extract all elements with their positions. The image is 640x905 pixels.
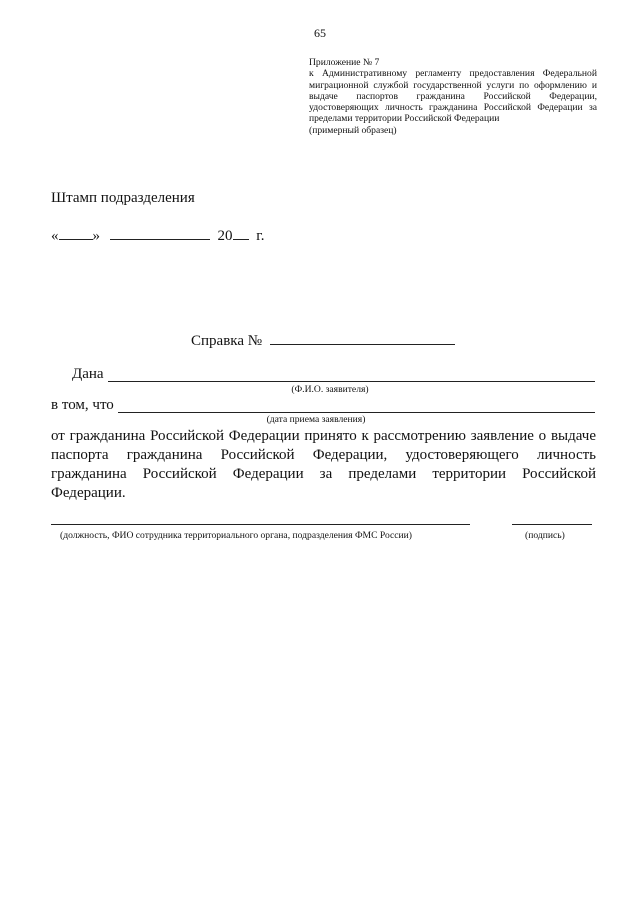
day-blank: [59, 226, 93, 240]
given-to-line: [108, 381, 595, 382]
month-blank: [110, 226, 210, 240]
date-line: [51, 226, 264, 245]
that-label: в том, что: [51, 397, 114, 413]
appendix-sample-note: (примерный образец): [309, 124, 397, 136]
page-number: 65: [314, 26, 326, 40]
given-to-label: Дана: [72, 366, 104, 382]
year-suffix: г.: [256, 228, 265, 244]
certificate-title-text: Справка №: [191, 333, 263, 349]
signature-caption: (подпись): [525, 530, 565, 541]
position-signature-line: [51, 524, 470, 525]
body-paragraph: от гражданина Российской Федерации принято к рассмотрению заявление о выдаче паспорта гражданина Российской Федерации, удостоверяющего личность гражданина Российской Федерации за пределами территории Российской Федерации.: [51, 428, 596, 501]
date-open-quote: «: [51, 228, 59, 244]
stamp-label: Штамп подразделения: [51, 190, 195, 206]
year-prefix: 20: [217, 228, 233, 244]
date-close-quote: »: [92, 228, 100, 244]
certificate-number-blank: [270, 331, 455, 345]
that-caption: (дата приема заявления): [266, 414, 366, 425]
appendix-title: Приложение № 7: [309, 57, 380, 68]
appendix-line: миграционной службой государственной услуги по оформлению и: [309, 79, 597, 91]
appendix-line: выдаче паспортов гражданина Российской Федерации,: [309, 90, 597, 102]
appendix-line: удостоверяющих личность гражданина Российской Федерации за: [309, 102, 597, 114]
position-caption: (должность, ФИО сотрудника территориального органа, подразделения ФМС России): [60, 530, 412, 541]
appendix-line: к Административному регламенту предоставления Федеральной: [309, 68, 597, 80]
year-blank: [233, 226, 249, 240]
certificate-title: [191, 331, 455, 350]
appendix-header: [309, 57, 597, 136]
signature-line: [512, 524, 592, 525]
that-line: [118, 412, 595, 413]
appendix-line: пределами территории Российской Федерации: [309, 113, 500, 125]
given-to-caption: (Ф.И.О. заявителя): [291, 384, 369, 395]
